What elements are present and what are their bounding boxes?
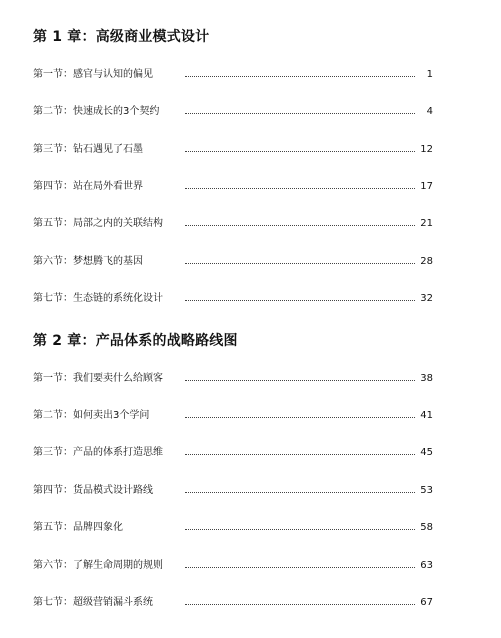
dot-leader — [185, 76, 415, 77]
dot-leader — [185, 529, 415, 530]
toc-entry[interactable] — [33, 255, 433, 269]
dot-leader — [185, 567, 415, 568]
toc-entry-page: 32 — [420, 293, 433, 304]
toc-entry-page: 63 — [420, 560, 433, 571]
toc-entry-label: 第二节：快速成长的3个契约 — [33, 106, 160, 117]
dot-leader — [185, 151, 415, 152]
dot-leader — [185, 604, 415, 605]
toc-entry[interactable] — [33, 292, 433, 306]
dot-leader — [185, 380, 415, 381]
toc-entry-page: 12 — [420, 144, 433, 155]
toc-entry-page: 21 — [420, 218, 433, 229]
toc-entry-label: 第七节：超级营销漏斗系统 — [33, 597, 153, 608]
toc-entry-page: 4 — [426, 106, 433, 117]
toc-entry-label: 第一节：感官与认知的偏见 — [33, 69, 153, 80]
toc-entry[interactable] — [33, 68, 433, 82]
toc-entry-label: 第五节：局部之内的关联结构 — [33, 218, 163, 229]
chapter-2-title: 第 2 章：产品体系的战略路线图 — [33, 333, 238, 349]
toc-entry-label: 第四节：站在局外看世界 — [33, 181, 143, 192]
toc-entry-page: 1 — [426, 69, 433, 80]
toc-entry-page: 41 — [420, 410, 433, 421]
toc-entry[interactable] — [33, 372, 433, 386]
toc-entry-label: 第七节：生态链的系统化设计 — [33, 293, 163, 304]
dot-leader — [185, 225, 415, 226]
toc-entry[interactable] — [33, 180, 433, 194]
toc-entry-label: 第四节：货品模式设计路线 — [33, 485, 153, 496]
toc-entry[interactable] — [33, 521, 433, 535]
dot-leader — [185, 300, 415, 301]
toc-entry-page: 53 — [420, 485, 433, 496]
toc-entry[interactable] — [33, 105, 433, 119]
dot-leader — [185, 492, 415, 493]
chapter-1-title: 第 1 章：高级商业模式设计 — [33, 29, 210, 45]
toc-entry[interactable] — [33, 217, 433, 231]
toc-entry-label: 第三节：钻石遇见了石墨 — [33, 144, 143, 155]
toc-entry-label: 第五节：品牌四象化 — [33, 522, 123, 533]
toc-entry-label: 第三节：产品的体系打造思维 — [33, 447, 163, 458]
toc-entry-page: 28 — [420, 256, 433, 267]
toc-entry-label: 第二节：如何卖出3个学问 — [33, 410, 150, 421]
toc-entry[interactable] — [33, 446, 433, 460]
toc-entry[interactable] — [33, 143, 433, 157]
dot-leader — [185, 188, 415, 189]
dot-leader — [185, 263, 415, 264]
toc-entry-label: 第六节：梦想腾飞的基因 — [33, 256, 143, 267]
toc-entry[interactable] — [33, 596, 433, 610]
dot-leader — [185, 454, 415, 455]
toc-entry-page: 38 — [420, 373, 433, 384]
toc-entry-page: 58 — [420, 522, 433, 533]
toc-entry[interactable] — [33, 559, 433, 573]
dot-leader — [185, 113, 415, 114]
dot-leader — [185, 417, 415, 418]
toc-entry-label: 第一节：我们要卖什么给顾客 — [33, 373, 163, 384]
toc-entry-page: 67 — [420, 597, 433, 608]
toc-entry[interactable] — [33, 484, 433, 498]
toc-entry[interactable] — [33, 409, 433, 423]
toc-entry-page: 45 — [420, 447, 433, 458]
toc-entry-page: 17 — [420, 181, 433, 192]
toc-entry-label: 第六节：了解生命周期的规则 — [33, 560, 163, 571]
